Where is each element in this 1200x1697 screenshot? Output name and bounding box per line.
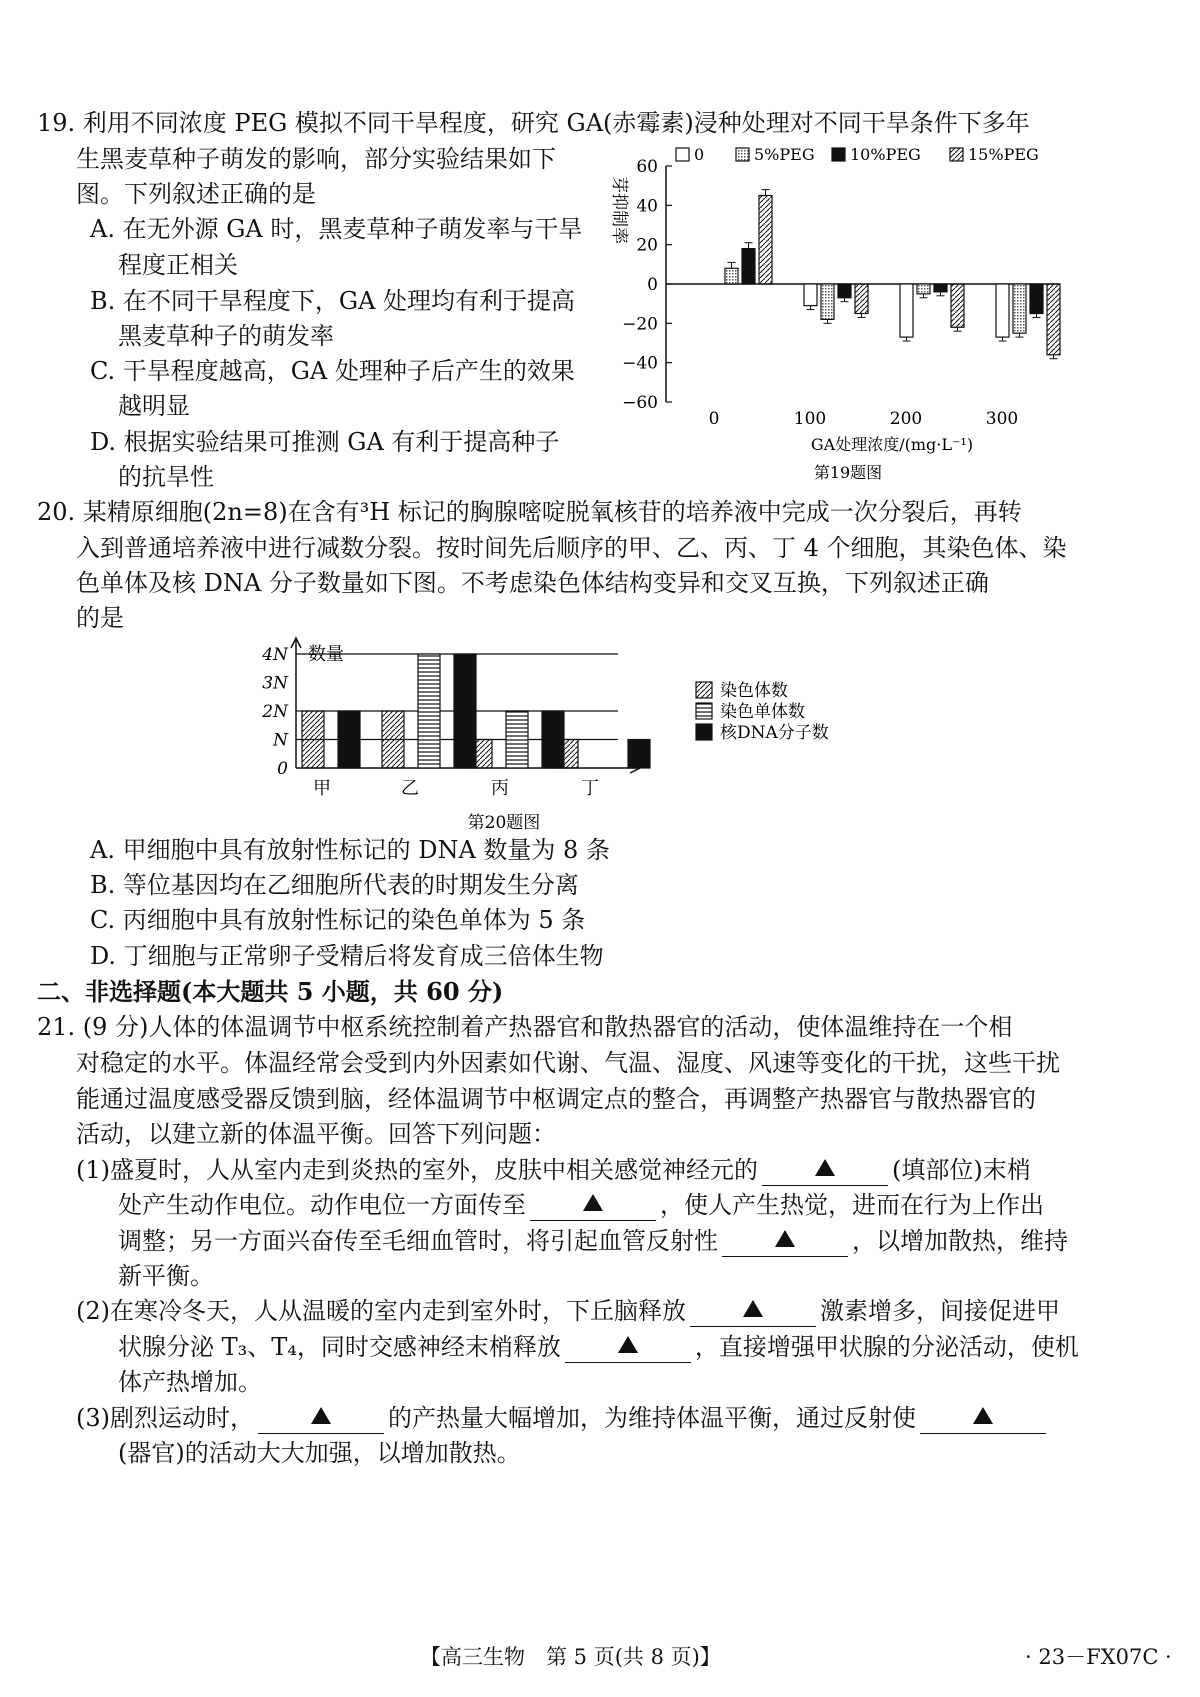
y-tick-label: N [273,730,288,751]
y-tick-label: −20 [622,314,658,335]
q21-part2-line-2 [118,1332,1079,1363]
y-tick-label: 3N [262,673,288,694]
q21-part1-text-3a: 调整；另一方面兴奋传至毛细血管时，将引起血管反射性 [118,1227,718,1255]
answer-blank-6[interactable] [258,1403,384,1434]
y-tick-label: −40 [622,353,658,374]
legend-swatch [696,703,712,719]
q21-intro-line-3: 能通过温度感受器反馈到脑，经体温调节中枢调定点的整合，再调整产热器官与散热器官的 [76,1085,1036,1113]
x-tick-label: 200 [889,409,923,429]
q21-part1-text-1b: (填部位)末梢 [892,1156,1031,1184]
legend-label: 核DNA分子数 [720,723,829,743]
y-axis-label: 数量 [308,644,344,665]
q19-option-c-line-2: 越明显 [118,392,190,420]
q21-part1-line-4: 新平衡。 [118,1262,214,1290]
x-tick-label: 乙 [401,778,419,799]
x-axis-label: GA处理浓度/(mg·L⁻¹) [810,435,974,454]
bar [302,711,324,768]
bar [951,284,964,327]
y-tick-label: 2N [262,702,288,722]
q21-part2-text-1a: (2)在寒冷冬天，人从温暖的室内走到室外时，下丘脑释放 [76,1297,686,1325]
bar [934,284,947,292]
answer-blank-7[interactable] [920,1403,1046,1434]
answer-blank-4[interactable] [690,1296,816,1327]
q19-option-c-line-1: C. 干旱程度越高，GA 处理种子后产生的效果 [90,357,575,385]
q21-part1-line-3 [118,1226,1068,1257]
legend-label: 5%PEG [754,145,815,164]
q19-option-b-line-1: B. 在不同干旱程度下，GA 处理均有利于提高 [90,287,576,315]
bar [855,284,868,314]
legend-label: 0 [694,145,705,164]
q21-part3-text-1b: 的产热量大幅增加，为维持体温平衡，通过反射使 [388,1404,916,1432]
q20-option-d: D. 丁细胞与正常卵子受精后将发育成三倍体生物 [90,942,604,970]
q20-stem-line-4: 的是 [76,604,124,632]
q21-part1-line-2 [118,1190,1044,1221]
answer-blank-2[interactable] [530,1190,656,1221]
q20-stem-line-3: 色单体及核 DNA 分子数量如下图。不考虑染色体结构变异和交叉互换，下列叙述正确 [76,569,989,597]
answer-blank-3[interactable] [722,1226,848,1257]
q21-intro-line-1: 21. (9 分)人体的体温调节中枢系统控制着产热器官和散热器官的活动，使体温维持在一个相 [37,1013,1013,1041]
y-axis-label: 芽抑制率 [609,176,629,244]
bar [506,711,528,768]
x-tick-label: 100 [793,409,827,429]
bar [759,196,772,285]
q21-part2-text-2b: ，直接增强甲状腺的分泌活动，使机 [694,1333,1079,1361]
legend-label: 染色体数 [720,681,788,701]
y-tick-label: 0 [647,275,658,295]
legend-label: 染色单体数 [720,702,805,722]
legend-swatch [950,148,963,161]
bar [418,654,440,768]
q21-part2-line-3: 体产热增加。 [118,1368,262,1396]
x-tick-label: 丙 [491,778,509,799]
figure-caption: 第20题图 [467,813,541,833]
bar [804,284,817,306]
triangle-marker-icon [815,1159,835,1176]
q21-intro-line-2: 对稳定的水平。体温经常会受到内外因素如代谢、气温、湿度、风速等变化的干扰，这些干扰 [76,1049,1060,1077]
triangle-marker-icon [618,1336,638,1353]
q21-part2-text-2a: 状腺分泌 T₃、T₄，同时交感神经末梢释放 [118,1333,561,1361]
legend-swatch [832,148,845,161]
y-tick-label: 60 [636,157,658,177]
x-tick-label: 0 [708,409,720,429]
q20-option-b: B. 等位基因均在乙细胞所代表的时期发生分离 [90,871,579,899]
q21-part2-line-1 [76,1296,1060,1327]
q21-part2-text-1b: 激素增多，间接促进甲 [820,1297,1060,1325]
legend-swatch [736,148,749,161]
legend-label: 15%PEG [968,145,1039,164]
y-tick-label: 20 [636,235,658,256]
q19-option-a-line-2: 程度正相关 [118,251,238,279]
footer-page-info: 【高三生物 第 5 页(共 8 页)】 [420,1645,721,1669]
figure-caption: 第19题图 [813,463,883,482]
q21-part3-line-1 [76,1403,1050,1434]
q21-part1-text-1a: (1)盛夏时，人从室内走到炎热的室外，皮肤中相关感觉神经元的 [76,1156,758,1184]
y-tick-label: 40 [636,196,658,217]
bar [1013,284,1026,333]
q21-part1-text-2b: ，使人产生热觉，进而在行为上作出 [660,1191,1044,1219]
y-tick-label: −60 [622,393,658,413]
legend-swatch [676,148,689,161]
legend-swatch [696,682,712,698]
q21-intro-line-4: 活动，以建立新的体温平衡。回答下列问题： [76,1120,556,1148]
y-tick-label: 0 [277,759,288,779]
bar [628,740,650,769]
x-tick-label: 丁 [581,778,599,799]
bar [917,284,930,294]
bar [1030,284,1043,314]
triangle-marker-icon [973,1407,993,1424]
q20-option-c: C. 丙细胞中具有放射性标记的染色单体为 5 条 [90,906,586,934]
x-tick-label: 300 [985,409,1019,429]
q21-part1-line-1 [76,1155,1031,1186]
triangle-marker-icon [583,1194,603,1211]
figure-19-chart [600,138,1080,496]
q19-option-d-line-1: D. 根据实验结果可推测 GA 有利于提高种子 [90,428,560,456]
bar [742,249,755,284]
y-tick-label: 4N [262,645,288,665]
bar [996,284,1009,337]
bar [1047,284,1060,355]
q19-option-b-line-2: 黑麦草种子的萌发率 [118,322,334,350]
q21-part1-text-2a: 处产生动作电位。动作电位一方面传至 [118,1191,526,1219]
footer-code: · 23－FX07C · [1025,1645,1172,1669]
q20-option-a: A. 甲细胞中具有放射性标记的 DNA 数量为 8 条 [90,836,610,864]
section-2-title: 二、非选择题(本大题共 5 小题，共 60 分) [37,977,504,1006]
figure-20-chart [250,634,890,839]
answer-blank-1[interactable] [762,1155,888,1186]
q21-part3-line-2: (器官)的活动大大加强，以增加散热。 [118,1439,521,1467]
q21-part3-text-1a: (3)剧烈运动时， [76,1404,254,1432]
q19-stem-line-2: 生黑麦草种子萌发的影响，部分实验结果如下 [76,145,556,173]
answer-blank-5[interactable] [565,1332,691,1363]
x-tick-label: 甲 [313,778,331,799]
bar [838,284,851,298]
legend-label: 10%PEG [850,145,921,164]
q19-option-d-line-2: 的抗旱性 [118,463,214,491]
bar [338,711,360,768]
bar [454,654,476,768]
triangle-marker-icon [311,1407,331,1424]
q19-stem-line-3: 图。下列叙述正确的是 [76,180,316,208]
triangle-marker-icon [775,1230,795,1247]
q20-stem-line-1: 20. 某精原细胞(2n=8)在含有³H 标记的胸腺嘧啶脱氧核苷的培养液中完成一次分裂后，再转 [37,498,1022,526]
legend-swatch [696,724,712,740]
bar [821,284,834,319]
bar [725,268,738,284]
triangle-marker-icon [743,1300,763,1317]
bar [900,284,913,337]
q21-part1-text-3b: ，以增加散热，维持 [852,1227,1068,1255]
q19-stem-line-1: 19. 利用不同浓度 PEG 模拟不同干旱程度，研究 GA(赤霉素)浸种处理对不同干旱条件下多年 [37,109,1030,137]
bar [542,711,564,768]
q20-stem-line-2: 入到普通培养液中进行减数分裂。按时间先后顺序的甲、乙、丙、丁 4 个细胞，其染色体、染 [76,534,1067,562]
bar [382,711,404,768]
q19-option-a-line-1: A. 在无外源 GA 时，黑麦草种子萌发率与干旱 [90,215,583,243]
